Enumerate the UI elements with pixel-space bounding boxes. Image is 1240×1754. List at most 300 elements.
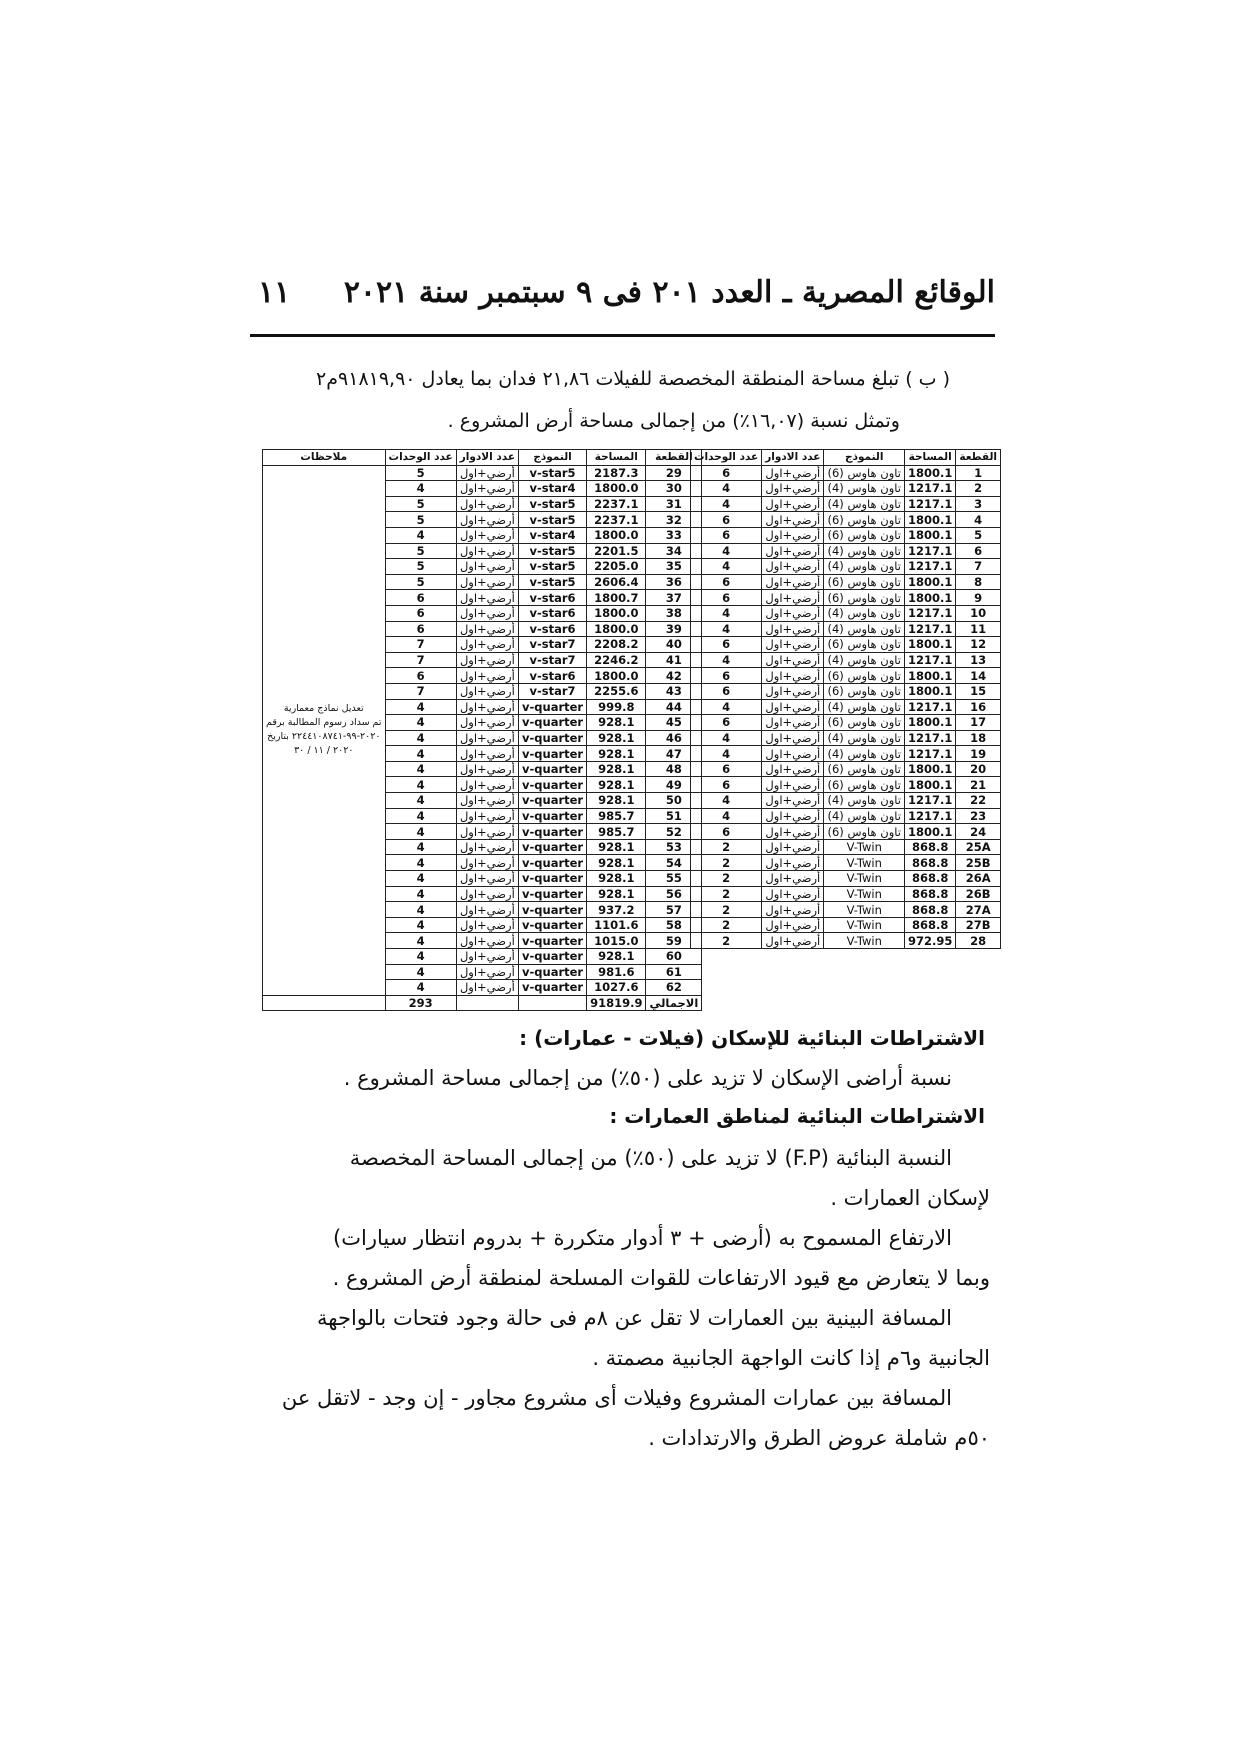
total-units: 293 xyxy=(385,995,456,1011)
table-cell: أرضي+اول xyxy=(456,824,518,840)
table-cell: 4 xyxy=(385,980,456,996)
table-cell: 4 xyxy=(385,824,456,840)
table-row xyxy=(691,512,1001,528)
table-cell: 55 xyxy=(646,871,702,887)
table-row xyxy=(691,808,1001,824)
section2-p4-line2: ٥٠م شاملة عروض الطرق والارتدادات . xyxy=(648,1426,990,1450)
table-cell: 17 xyxy=(956,715,1001,731)
table-cell: 35 xyxy=(646,559,702,575)
table-cell: V-Twin xyxy=(824,871,905,887)
table-cell: تاون هاوس (4) xyxy=(824,699,905,715)
table-cell: v-star5 xyxy=(519,512,587,528)
table-cell: أرضي+اول xyxy=(762,683,824,699)
table-row xyxy=(691,902,1001,918)
table-cell: 937.2 xyxy=(587,902,646,918)
note-line: ٢٠٢٠ / ١١ / ٣٠ xyxy=(294,745,354,757)
table-cell: 928.1 xyxy=(587,730,646,746)
table-cell: أرضي+اول xyxy=(762,699,824,715)
table-cell: تاون هاوس (4) xyxy=(824,730,905,746)
table-cell: أرضي+اول xyxy=(456,574,518,590)
table-cell: أرضي+اول xyxy=(456,590,518,606)
table-cell: 4 xyxy=(385,777,456,793)
table-cell: أرضي+اول xyxy=(456,933,518,949)
table-cell: v-quarter xyxy=(519,933,587,949)
table-cell: أرضي+اول xyxy=(456,839,518,855)
table-cell: 4 xyxy=(691,605,762,621)
column-header: النموذج xyxy=(824,450,905,466)
table-cell: 2 xyxy=(691,902,762,918)
table-cell: 4 xyxy=(691,621,762,637)
table-cell: v-star4 xyxy=(519,527,587,543)
section1-paragraph: نسبة أراضى الإسكان لا تزيد على (٥٠٪) من إجمالى مساحة المشروع . xyxy=(343,1066,952,1090)
table-cell: v-quarter xyxy=(519,761,587,777)
section2-p2-line2: وبما لا يتعارض مع قيود الارتفاعات للقوات المسلحة لمنطقة أرض المشروع . xyxy=(332,1266,990,1290)
column-header: النموذج xyxy=(519,450,587,466)
table-cell: أرضي+اول xyxy=(456,886,518,902)
table-cell: 928.1 xyxy=(587,715,646,731)
table-cell: 56 xyxy=(646,886,702,902)
table-cell: 3 xyxy=(956,496,1001,512)
table-cell: أرضي+اول xyxy=(456,699,518,715)
table-cell: أرضي+اول xyxy=(456,917,518,933)
header-rule xyxy=(250,334,995,337)
table-cell: V-Twin xyxy=(824,933,905,949)
table-cell: 5 xyxy=(956,527,1001,543)
table-cell: 1217.1 xyxy=(904,496,955,512)
table-row xyxy=(691,465,1001,481)
column-header: القطعة xyxy=(956,450,1001,466)
table-cell: 1800.1 xyxy=(904,574,955,590)
table-cell: 32 xyxy=(646,512,702,528)
table-cell: 6 xyxy=(691,683,762,699)
table-row xyxy=(691,933,1001,949)
table-cell: v-quarter xyxy=(519,746,587,762)
table-cell: 1217.1 xyxy=(904,746,955,762)
total-area: 91819.9 xyxy=(587,995,646,1011)
table-cell: 6 xyxy=(691,590,762,606)
table-cell: V-Twin xyxy=(824,839,905,855)
table-cell: 42 xyxy=(646,668,702,684)
section2-p1-line2: لإسكان العمارات . xyxy=(830,1186,990,1210)
table-cell: أرضي+اول xyxy=(762,621,824,637)
table-cell: 7 xyxy=(385,683,456,699)
table-cell: 4 xyxy=(385,793,456,809)
table-cell xyxy=(263,995,386,1011)
table-cell: أرضي+اول xyxy=(456,652,518,668)
table-cell: 928.1 xyxy=(587,777,646,793)
table-cell: 6 xyxy=(691,527,762,543)
table-cell: تاون هاوس (4) xyxy=(824,746,905,762)
table-cell: 1800.1 xyxy=(904,683,955,699)
table-cell: أرضي+اول xyxy=(762,793,824,809)
table-cell: v-quarter xyxy=(519,980,587,996)
table-cell: تاون هاوس (4) xyxy=(824,793,905,809)
table-row xyxy=(691,839,1001,855)
table-cell: 12 xyxy=(956,637,1001,653)
table-cell: 2 xyxy=(956,481,1001,497)
table-cell: 2 xyxy=(691,933,762,949)
table-cell: 5 xyxy=(385,512,456,528)
table-cell: 29 xyxy=(646,465,702,481)
villas-table-left xyxy=(262,449,702,1011)
table-cell: 6 xyxy=(385,590,456,606)
table-cell: أرضي+اول xyxy=(762,886,824,902)
table-row xyxy=(691,777,1001,793)
table-cell: v-quarter xyxy=(519,839,587,855)
table-cell: 928.1 xyxy=(587,839,646,855)
table-cell: 2237.1 xyxy=(587,512,646,528)
table-cell: 972.95 xyxy=(904,933,955,949)
table-cell: تاون هاوس (4) xyxy=(824,808,905,824)
table-cell: V-Twin xyxy=(824,917,905,933)
table-cell: 1800.1 xyxy=(904,527,955,543)
table-cell: 1800.1 xyxy=(904,777,955,793)
table-header-row xyxy=(263,450,702,466)
table-cell: 7 xyxy=(385,652,456,668)
table-cell: v-quarter xyxy=(519,886,587,902)
table-cell: 25A xyxy=(956,839,1001,855)
table-cell: 4 xyxy=(385,949,456,965)
table-cell: 19 xyxy=(956,746,1001,762)
table-cell: تاون هاوس (6) xyxy=(824,777,905,793)
table-cell: 4 xyxy=(691,746,762,762)
table-cell: 4 xyxy=(385,871,456,887)
table-cell: أرضي+اول xyxy=(456,465,518,481)
table-cell: 27A xyxy=(956,902,1001,918)
table-cell: 4 xyxy=(385,855,456,871)
table-row xyxy=(691,917,1001,933)
table-cell: 6 xyxy=(691,761,762,777)
table-cell: 4 xyxy=(385,699,456,715)
table-cell: 1800.1 xyxy=(904,465,955,481)
table-cell: أرضي+اول xyxy=(762,668,824,684)
column-header: عدد الوحدات xyxy=(691,450,762,466)
table-cell: 4 xyxy=(385,761,456,777)
table-row xyxy=(691,605,1001,621)
table-cell: 1015.0 xyxy=(587,933,646,949)
table-cell: أرضي+اول xyxy=(456,605,518,621)
table-cell: 57 xyxy=(646,902,702,918)
table-row xyxy=(263,465,702,481)
table-cell: v-star5 xyxy=(519,496,587,512)
table-cell: 1800.1 xyxy=(904,637,955,653)
table-cell: 999.8 xyxy=(587,699,646,715)
table-cell: 18 xyxy=(956,730,1001,746)
table-cell: V-Twin xyxy=(824,902,905,918)
table-cell: 4 xyxy=(385,839,456,855)
table-cell: أرضي+اول xyxy=(456,527,518,543)
table-cell: 4 xyxy=(691,543,762,559)
villas-table-right xyxy=(690,449,1001,949)
table-cell: 4 xyxy=(385,902,456,918)
table-cell: أرضي+اول xyxy=(762,855,824,871)
table-row xyxy=(691,590,1001,606)
table-row xyxy=(691,574,1001,590)
table-cell: أرضي+اول xyxy=(456,964,518,980)
table-cell: 1800.1 xyxy=(904,761,955,777)
table-cell: تاون هاوس (4) xyxy=(824,652,905,668)
table-cell: v-star5 xyxy=(519,543,587,559)
table-cell: 6 xyxy=(691,465,762,481)
table-cell: أرضي+اول xyxy=(456,496,518,512)
table-cell: 13 xyxy=(956,652,1001,668)
table-cell: أرضي+اول xyxy=(762,761,824,777)
table-cell: 2246.2 xyxy=(587,652,646,668)
table-cell: 4 xyxy=(691,730,762,746)
table-cell: 58 xyxy=(646,917,702,933)
intro-line-2: وتمثل نسبة (١٦,٠٧٪) من إجمالى مساحة أرض المشروع . xyxy=(447,410,900,432)
table-cell: أرضي+اول xyxy=(762,496,824,512)
table-cell: 1217.1 xyxy=(904,652,955,668)
table-cell: 5 xyxy=(385,496,456,512)
table-cell xyxy=(456,995,518,1011)
table-cell: أرضي+اول xyxy=(456,949,518,965)
table-cell: 6 xyxy=(385,605,456,621)
intro-line-1: ( ب ) تبلغ مساحة المنطقة المخصصة للفيلات ٢١,٨٦ فدان بما يعادل ٩١٨١٩,٩٠م٢ xyxy=(316,368,950,390)
table-cell: 4 xyxy=(691,496,762,512)
table-row xyxy=(691,699,1001,715)
table-cell: أرضي+اول xyxy=(456,668,518,684)
table-cell: تاون هاوس (6) xyxy=(824,824,905,840)
table-cell: أرضي+اول xyxy=(762,917,824,933)
table-cell: 1800.1 xyxy=(904,824,955,840)
table-cell: 4 xyxy=(385,808,456,824)
table-cell: تاون هاوس (6) xyxy=(824,761,905,777)
table-cell: تاون هاوس (6) xyxy=(824,668,905,684)
table-cell: v-star6 xyxy=(519,668,587,684)
table-cell: أرضي+اول xyxy=(456,683,518,699)
table-cell: 1800.0 xyxy=(587,605,646,621)
table-cell: 1800.1 xyxy=(904,512,955,528)
table-cell: 1027.6 xyxy=(587,980,646,996)
table-cell: أرضي+اول xyxy=(456,980,518,996)
table-cell: 6 xyxy=(691,824,762,840)
table-cell: 44 xyxy=(646,699,702,715)
table-cell: تاون هاوس (6) xyxy=(824,715,905,731)
table-cell: أرضي+اول xyxy=(762,652,824,668)
table-cell: 59 xyxy=(646,933,702,949)
table-cell: 868.8 xyxy=(904,855,955,871)
table-cell: 6 xyxy=(691,777,762,793)
table-cell: 6 xyxy=(385,621,456,637)
table-cell: v-star6 xyxy=(519,605,587,621)
table-cell: أرضي+اول xyxy=(762,481,824,497)
table-cell: 1800.1 xyxy=(904,715,955,731)
table-cell: تاون هاوس (6) xyxy=(824,465,905,481)
table-cell: 5 xyxy=(385,465,456,481)
table-cell: تاون هاوس (4) xyxy=(824,543,905,559)
table-cell: v-quarter xyxy=(519,949,587,965)
table-cell: أرضي+اول xyxy=(762,933,824,949)
table-cell: 6 xyxy=(385,668,456,684)
table-cell: 36 xyxy=(646,574,702,590)
table-cell: تاون هاوس (4) xyxy=(824,621,905,637)
table-cell: 4 xyxy=(385,917,456,933)
table-cell: تاون هاوس (6) xyxy=(824,574,905,590)
gazette-title: الوقائع المصرية ـ العدد ٢٠١ فى ٩ سبتمبر سنة ٢٠٢١ xyxy=(343,275,995,310)
column-header: المساحة xyxy=(904,450,955,466)
table-cell: تاون هاوس (4) xyxy=(824,559,905,575)
table-cell: 4 xyxy=(691,559,762,575)
table-cell: 26B xyxy=(956,886,1001,902)
table-row xyxy=(691,559,1001,575)
table-cell: 928.1 xyxy=(587,871,646,887)
table-cell: تاون هاوس (6) xyxy=(824,512,905,528)
table-cell: 1217.1 xyxy=(904,481,955,497)
table-cell: أرضي+اول xyxy=(762,512,824,528)
table-cell: 2201.5 xyxy=(587,543,646,559)
table-header-row xyxy=(691,450,1001,466)
table-cell: 31 xyxy=(646,496,702,512)
note-line: تعديل نماذج معمارية xyxy=(283,703,364,715)
table-cell: 25B xyxy=(956,855,1001,871)
table-cell: v-star7 xyxy=(519,652,587,668)
table-cell: 1217.1 xyxy=(904,605,955,621)
table-cell: أرضي+اول xyxy=(456,559,518,575)
table-cell: v-star7 xyxy=(519,683,587,699)
section2-p4-line1: المسافة بين عمارات المشروع وفيلات أى مشروع مجاور - إن وجد - لاتقل عن xyxy=(281,1386,952,1410)
table-cell: 43 xyxy=(646,683,702,699)
table-cell: 928.1 xyxy=(587,761,646,777)
table-cell: 928.1 xyxy=(587,855,646,871)
table-cell: 23 xyxy=(956,808,1001,824)
table-row xyxy=(691,824,1001,840)
table-cell: 1 xyxy=(956,465,1001,481)
table-cell: أرضي+اول xyxy=(456,855,518,871)
table-row xyxy=(691,855,1001,871)
table-cell: أرضي+اول xyxy=(762,590,824,606)
table-cell: 62 xyxy=(646,980,702,996)
table-cell: 1217.1 xyxy=(904,699,955,715)
table-cell: أرضي+اول xyxy=(456,730,518,746)
table-cell: v-quarter xyxy=(519,793,587,809)
table-cell: 51 xyxy=(646,808,702,824)
table-row xyxy=(691,496,1001,512)
table-cell: أرضي+اول xyxy=(762,574,824,590)
table-cell: v-quarter xyxy=(519,777,587,793)
table-cell: 5 xyxy=(385,543,456,559)
page-number: ١١ xyxy=(258,275,291,310)
table-cell: 8 xyxy=(956,574,1001,590)
table-cell: أرضي+اول xyxy=(456,621,518,637)
table-cell: 26A xyxy=(956,871,1001,887)
table-cell: 4 xyxy=(385,964,456,980)
table-cell: 2205.0 xyxy=(587,559,646,575)
table-cell: 985.7 xyxy=(587,808,646,824)
table-cell: 7 xyxy=(385,637,456,653)
table-cell: 22 xyxy=(956,793,1001,809)
table-cell: 11 xyxy=(956,621,1001,637)
table-cell: 53 xyxy=(646,839,702,855)
column-header: عدد الوحدات xyxy=(385,450,456,466)
table-row xyxy=(691,481,1001,497)
table-row xyxy=(691,637,1001,653)
table-cell: 7 xyxy=(956,559,1001,575)
table-cell: 928.1 xyxy=(587,793,646,809)
table-cell: أرضي+اول xyxy=(762,824,824,840)
table-cell: 2 xyxy=(691,871,762,887)
table-cell: 4 xyxy=(385,715,456,731)
table-cell: v-quarter xyxy=(519,824,587,840)
table-row xyxy=(691,683,1001,699)
section1-heading: الاشتراطات البنائية للإسكان (فيلات - عمارات) : xyxy=(519,1026,985,1050)
table-cell: أرضي+اول xyxy=(762,527,824,543)
table-cell: أرضي+اول xyxy=(456,543,518,559)
column-header: ملاحظات xyxy=(263,450,386,466)
table-cell: 60 xyxy=(646,949,702,965)
page-header xyxy=(250,275,995,315)
column-header: عدد الادوار xyxy=(762,450,824,466)
section2-heading: الاشتراطات البنائية لمناطق العمارات : xyxy=(609,1104,985,1128)
table-cell: تاون هاوس (4) xyxy=(824,481,905,497)
table-cell: 2255.6 xyxy=(587,683,646,699)
table-cell: أرضي+اول xyxy=(456,481,518,497)
section2-p3-line1: المسافة البينية بين العمارات لا تقل عن ٨م فى حالة وجود فتحات بالواجهة xyxy=(317,1306,952,1330)
table-cell: 2 xyxy=(691,855,762,871)
table-cell: 4 xyxy=(385,886,456,902)
table-cell: 4 xyxy=(691,652,762,668)
total-label: الاجمالي xyxy=(646,995,702,1011)
table-cell: 45 xyxy=(646,715,702,731)
table-cell: 30 xyxy=(646,481,702,497)
table-cell: 10 xyxy=(956,605,1001,621)
table-cell: v-star5 xyxy=(519,574,587,590)
table-cell: 1217.1 xyxy=(904,730,955,746)
table-cell: 985.7 xyxy=(587,824,646,840)
table-cell: أرضي+اول xyxy=(762,465,824,481)
table-cell: 21 xyxy=(956,777,1001,793)
table-cell: أرضي+اول xyxy=(456,902,518,918)
table-cell: 2187.3 xyxy=(587,465,646,481)
table-cell: أرضي+اول xyxy=(762,777,824,793)
table-cell: أرضي+اول xyxy=(762,808,824,824)
table-cell: 6 xyxy=(691,715,762,731)
table-cell: v-quarter xyxy=(519,715,587,731)
table-cell: أرضي+اول xyxy=(456,777,518,793)
table-cell: أرضي+اول xyxy=(456,761,518,777)
section2-p1-line1: النسبة البنائية (F.P) لا تزيد على (٥٠٪) من إجمالى المساحة المخصصة xyxy=(349,1146,952,1170)
table-cell: 15 xyxy=(956,683,1001,699)
table-cell: تاون هاوس (6) xyxy=(824,527,905,543)
table-cell: 2 xyxy=(691,839,762,855)
table-cell: v-star5 xyxy=(519,465,587,481)
table-cell: 28 xyxy=(956,933,1001,949)
table-cell: 5 xyxy=(385,574,456,590)
table-cell: V-Twin xyxy=(824,855,905,871)
table-cell: v-quarter xyxy=(519,855,587,871)
table-cell: 48 xyxy=(646,761,702,777)
table-cell: 928.1 xyxy=(587,746,646,762)
table-cell: 868.8 xyxy=(904,886,955,902)
table-cell: v-quarter xyxy=(519,871,587,887)
table-row xyxy=(691,730,1001,746)
table-cell: أرضي+اول xyxy=(762,902,824,918)
table-cell: أرضي+اول xyxy=(456,746,518,762)
table-cell: v-star7 xyxy=(519,637,587,653)
table-cell: 14 xyxy=(956,668,1001,684)
notes-cell xyxy=(263,465,386,995)
table-cell: v-quarter xyxy=(519,808,587,824)
table-cell: أرضي+اول xyxy=(762,543,824,559)
table-cell: 38 xyxy=(646,605,702,621)
table-row xyxy=(691,652,1001,668)
table-cell: 49 xyxy=(646,777,702,793)
table-cell: 1217.1 xyxy=(904,808,955,824)
table-cell: 50 xyxy=(646,793,702,809)
table-cell: 2237.1 xyxy=(587,496,646,512)
table-cell: 4 xyxy=(691,699,762,715)
section2-p2-line1: الارتفاع المسموح به (أرضى + ٣ أدوار متكررة + بدروم انتظار سيارات) xyxy=(333,1226,952,1250)
